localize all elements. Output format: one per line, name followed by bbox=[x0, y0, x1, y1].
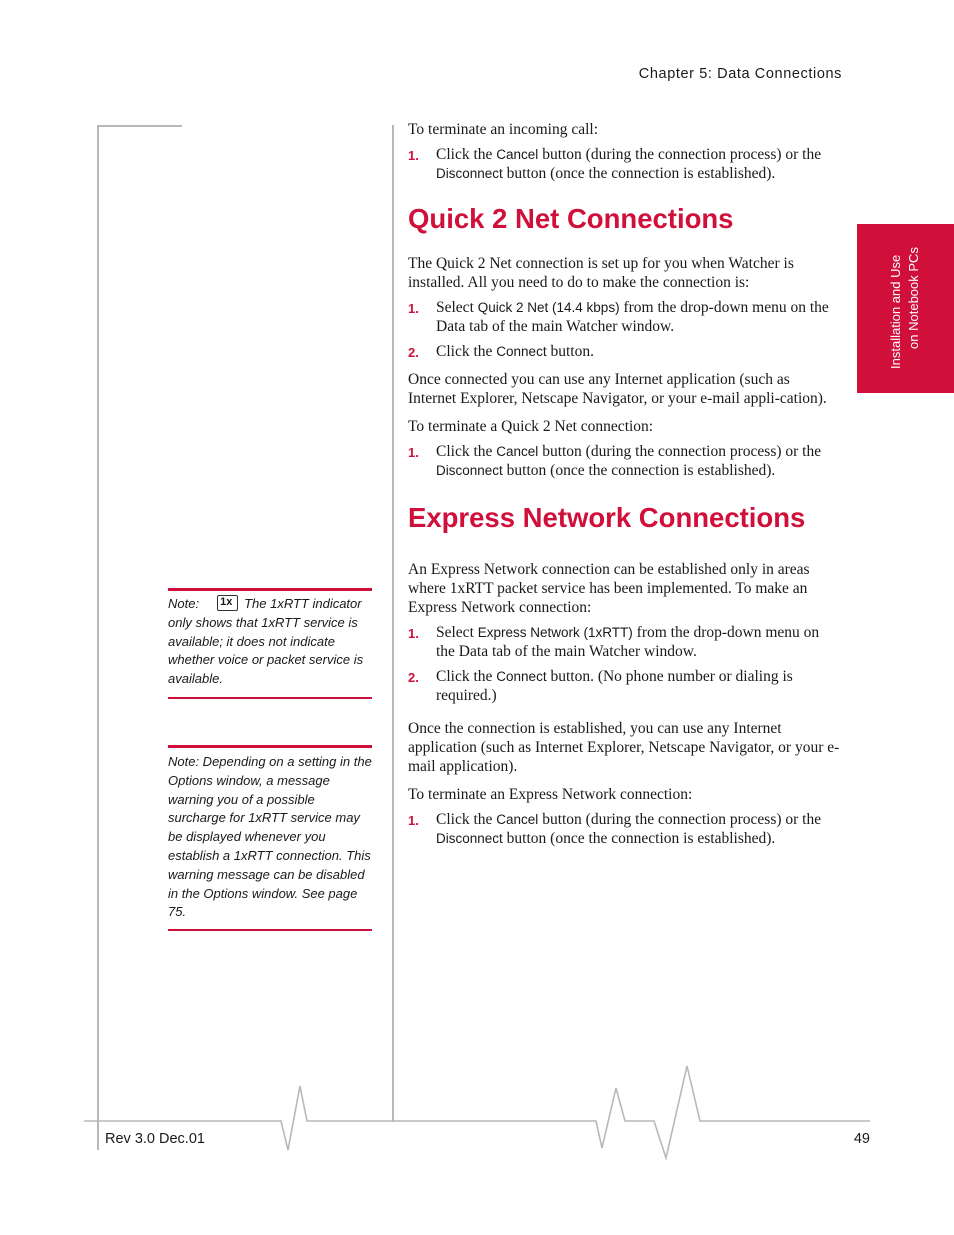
side-tab-line-2: on Notebook PCs bbox=[906, 247, 921, 349]
disconnect-button-ref: Disconnect bbox=[436, 166, 503, 181]
top-margin-rule bbox=[97, 125, 182, 127]
step-number: 1. bbox=[408, 445, 419, 460]
step-text: button (once the connection is established). bbox=[502, 165, 776, 182]
note-1-label: Note: bbox=[168, 596, 200, 611]
step-text: button (during the connection process) or the bbox=[538, 811, 822, 828]
step-text: Click the bbox=[436, 443, 497, 460]
cancel-button-ref: Cancel bbox=[496, 444, 539, 459]
footer-heartbeat-rule bbox=[0, 1060, 954, 1170]
footer-revision: Rev 3.0 Dec.01 bbox=[105, 1131, 205, 1147]
step-text: button (once the connection is established). bbox=[502, 462, 776, 479]
connect-button-ref: Connect bbox=[496, 344, 547, 359]
side-tab-line-1: Installation and Use bbox=[888, 254, 903, 369]
main-column bbox=[408, 120, 840, 848]
cancel-button-ref: Cancel bbox=[496, 147, 539, 162]
express-network-option-ref: Express Network (1xRTT) bbox=[477, 625, 633, 640]
step-text: button (once the connection is established). bbox=[502, 830, 776, 847]
step-terminate-incoming bbox=[408, 145, 840, 183]
step-text: Click the bbox=[436, 343, 497, 360]
side-tab-label bbox=[887, 247, 923, 369]
step-text: Click the bbox=[436, 668, 497, 685]
step-terminate-express bbox=[408, 810, 840, 848]
connect-button-ref: Connect bbox=[496, 669, 547, 684]
note-1-bottom-rule bbox=[168, 697, 372, 699]
step-click-connect bbox=[408, 342, 840, 361]
step-text: button (during the connection process) or the bbox=[538, 443, 822, 460]
heading-express-network: Express Network Connections bbox=[408, 502, 806, 533]
step-text: from the drop-down menu on the Data tab of the main Watcher window. bbox=[436, 299, 829, 335]
step-text: Select bbox=[436, 299, 478, 316]
step-terminate-quick2net bbox=[408, 442, 840, 480]
footer-page-number: 49 bbox=[853, 1131, 870, 1147]
step-text: button. bbox=[546, 343, 594, 360]
step-text: button. (No phone number or dialing is required.) bbox=[436, 668, 793, 704]
step-text: Select bbox=[436, 624, 478, 641]
express-connected-text: Once the connection is established, you can use any Internet application (such as Internet Explorer, Netscape Navigator, or your e-mail application). bbox=[408, 720, 840, 775]
1xrtt-indicator-icon-text: 1x bbox=[220, 596, 233, 608]
disconnect-button-ref: Disconnect bbox=[436, 463, 503, 478]
1xrtt-indicator-icon bbox=[217, 595, 238, 611]
step-number: 2. bbox=[408, 670, 419, 685]
disconnect-button-ref: Disconnect bbox=[436, 831, 503, 846]
express-terminate-intro: To terminate an Express Network connection: bbox=[408, 786, 693, 803]
cancel-button-ref: Cancel bbox=[496, 812, 539, 827]
quick2net-connected-text: Once connected you can use any Internet application (such as Internet Explorer, Netscape Navigator, or your e-mail appli-cation). bbox=[408, 371, 827, 407]
quick2net-terminate-intro: To terminate a Quick 2 Net connection: bbox=[408, 418, 654, 435]
note-2: Note: Depending on a setting in the Options window, a message warning you of a possible surcharge for 1xRTT service may be displayed whenever you establish a 1xRTT connection. This warning message can be disabled in the Options window. See page 75. bbox=[168, 754, 372, 920]
note-2-bottom-rule bbox=[168, 929, 372, 931]
left-margin-rule bbox=[97, 125, 99, 1150]
step-click-connect-express bbox=[408, 667, 840, 705]
note-1-top-rule bbox=[168, 588, 372, 591]
quick2net-intro: The Quick 2 Net connection is set up for you when Watcher is installed. All you need to do to make the connection is: bbox=[408, 255, 794, 291]
express-intro: An Express Network connection can be established only in areas where 1xRTT packet service has been implemented. To make an Express Network connection: bbox=[408, 561, 810, 616]
note-1-text: The 1xRTT indicator only shows that 1xRTT service is available; it does not indicate whether voice or packet service is available. bbox=[168, 596, 364, 687]
step-text: button (during the connection process) or the bbox=[538, 146, 822, 163]
step-text: Click the bbox=[436, 811, 497, 828]
step-number: 1. bbox=[408, 813, 419, 828]
step-number: 1. bbox=[408, 301, 419, 316]
quick2net-option-ref: Quick 2 Net (14.4 kbps) bbox=[477, 300, 620, 315]
note-1 bbox=[168, 595, 372, 689]
heading-quick2net: Quick 2 Net Connections bbox=[408, 203, 734, 234]
step-select-quick2net bbox=[408, 298, 840, 336]
step-number: 2. bbox=[408, 345, 419, 360]
step-select-express bbox=[408, 623, 840, 661]
note-2-top-rule bbox=[168, 745, 372, 748]
running-header: Chapter 5: Data Connections bbox=[638, 66, 842, 82]
column-divider-rule bbox=[392, 125, 394, 1122]
step-number: 1. bbox=[408, 626, 419, 641]
step-number: 1. bbox=[408, 148, 419, 163]
step-text: from the drop-down menu on the Data tab of the main Watcher window. bbox=[436, 624, 820, 660]
terminate-incoming-intro: To terminate an incoming call: bbox=[408, 121, 599, 138]
step-text: Click the bbox=[436, 146, 497, 163]
chapter-side-tab bbox=[857, 224, 954, 393]
